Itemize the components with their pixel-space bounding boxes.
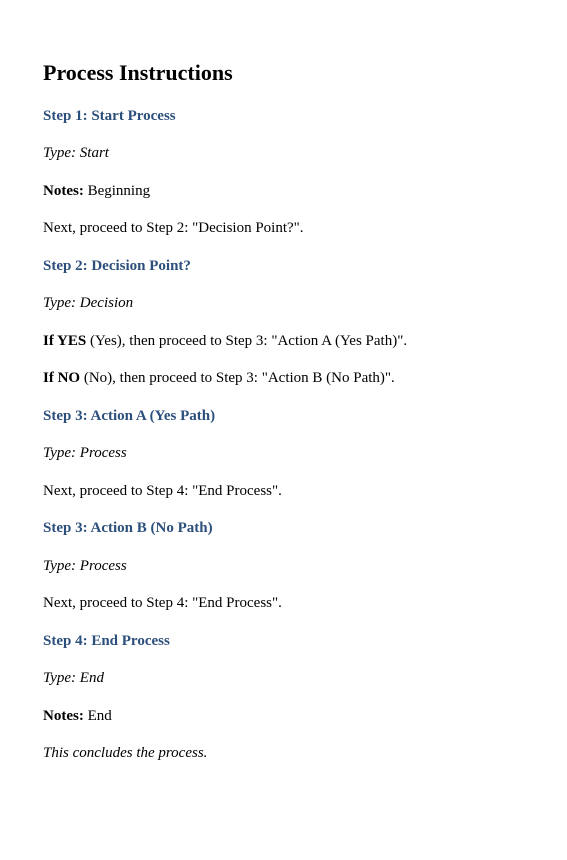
notes-text: End	[83, 708, 112, 724]
step-1-heading: Step 1: Start Process	[43, 108, 176, 124]
step-2-heading: Step 2: Decision Point?	[43, 258, 191, 274]
notes-label: Notes:	[43, 183, 84, 199]
yes-text: (Yes), then proceed to Step 3: "Action A (Yes Path)".	[86, 333, 408, 349]
conclusion-text: This concludes the process.	[43, 745, 208, 761]
step-3a-next: Next, proceed to Step 4: "End Process".	[43, 483, 282, 499]
step-3a-heading: Step 3: Action A (Yes Path)	[43, 408, 216, 424]
no-label: If NO	[43, 370, 81, 386]
yes-label: If YES	[43, 333, 87, 349]
step-4-type: Type: End	[43, 670, 104, 686]
step-3b-next: Next, proceed to Step 4: "End Process".	[43, 595, 282, 611]
step-2-no-branch	[43, 369, 395, 387]
step-1-next: Next, proceed to Step 2: "Decision Point?".	[43, 220, 304, 236]
no-text: (No), then proceed to Step 3: "Action B (No Path)".	[80, 370, 395, 386]
step-1-type: Type: Start	[43, 145, 109, 161]
step-3b-type: Type: Process	[43, 558, 127, 574]
step-2-yes-branch	[43, 332, 407, 350]
step-3b-heading: Step 3: Action B (No Path)	[43, 520, 213, 536]
step-2-type: Type: Decision	[43, 295, 134, 311]
step-4-notes	[43, 707, 112, 725]
step-4-heading: Step 4: End Process	[43, 633, 170, 649]
page-title: Process Instructions	[43, 60, 233, 85]
step-3a-type: Type: Process	[43, 445, 127, 461]
notes-label: Notes:	[43, 708, 84, 724]
notes-text: Beginning	[83, 183, 151, 199]
step-1-notes	[43, 182, 150, 200]
